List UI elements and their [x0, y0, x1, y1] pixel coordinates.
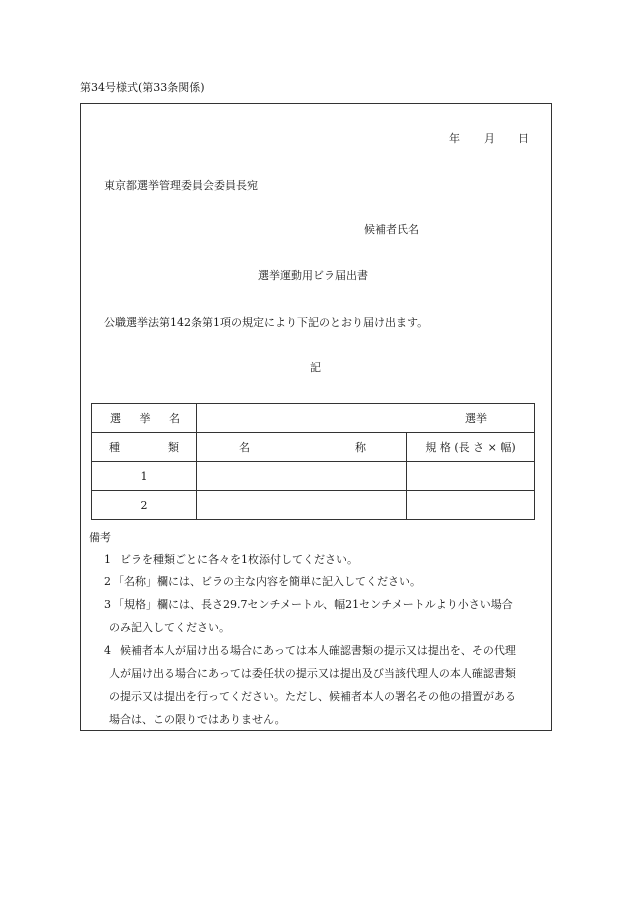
note-number: 1	[104, 553, 111, 566]
row-number-cell	[92, 491, 197, 520]
flyer-table	[91, 403, 535, 520]
election-name-char: 選	[110, 412, 121, 425]
note-number: 3	[104, 598, 111, 611]
name-header-char: 称	[355, 441, 366, 454]
type-header-cell	[92, 433, 197, 462]
note-line: のみ記入してください。	[109, 621, 230, 634]
row-number: 1	[140, 469, 148, 483]
table-row	[92, 491, 535, 520]
note-line: 候補者本人が届け出る場合にあっては本人確認書類の提示又は提出を、その代理	[120, 644, 516, 657]
table-row	[92, 462, 535, 491]
form-number: 第34号様式(第33条関係)	[80, 81, 205, 94]
election-row	[92, 404, 535, 433]
election-name-char: 名	[169, 412, 180, 425]
type-header-char: 類	[168, 441, 179, 454]
type-header-char: 種	[109, 441, 120, 454]
form-title: 選挙運動用ビラ届出書	[258, 269, 368, 282]
name-header-cell	[197, 433, 407, 462]
note-line: ビラを種類ごとに各々を1枚添付してください。	[120, 553, 358, 566]
declaration: 公職選挙法第142条第1項の規定により下記のとおり届け出ます。	[104, 316, 429, 329]
notes-heading: 備考	[89, 531, 111, 544]
name-input-cell[interactable]	[197, 491, 407, 520]
name-input-cell[interactable]	[197, 462, 407, 491]
row-number: 2	[140, 498, 148, 512]
row-number-cell	[92, 462, 197, 491]
date-month: 月	[484, 132, 495, 145]
candidate-name-label: 候補者氏名	[364, 223, 419, 236]
date-day: 日	[518, 132, 529, 145]
note-line: 場合は、この限りではありません。	[109, 713, 286, 726]
spec-input-cell[interactable]	[407, 491, 535, 520]
date-year: 年	[449, 132, 460, 145]
election-name-char: 挙	[139, 412, 151, 425]
note-number: 2	[104, 575, 111, 588]
spec-input-cell[interactable]	[407, 462, 535, 491]
addressee: 東京都選挙管理委員会委員長宛	[104, 179, 258, 192]
note-line: 「名称」欄には、ビラの主な内容を簡単に記入してください。	[113, 575, 421, 588]
spec-header-cell	[407, 433, 535, 462]
note-line: の提示又は提出を行ってください。ただし、候補者本人の署名その他の措置がある	[109, 690, 516, 703]
name-header-char: 名	[239, 441, 250, 454]
election-name-label-cell	[92, 404, 197, 433]
ki-label: 記	[310, 361, 321, 374]
note-line: 「規格」欄には、長さ29.7センチメートル、幅21センチメートルより小さい場合	[113, 598, 513, 611]
election-name-value-cell[interactable]	[197, 404, 535, 433]
header-row	[92, 433, 535, 462]
election-suffix: 選挙	[465, 412, 487, 425]
spec-header-label: 規 格 (長 さ × 幅)	[425, 441, 516, 454]
note-number: 4	[104, 644, 111, 657]
note-line: 人が届け出る場合にあっては委任状の提示又は提出及び当該代理人の本人確認書類	[109, 667, 516, 680]
